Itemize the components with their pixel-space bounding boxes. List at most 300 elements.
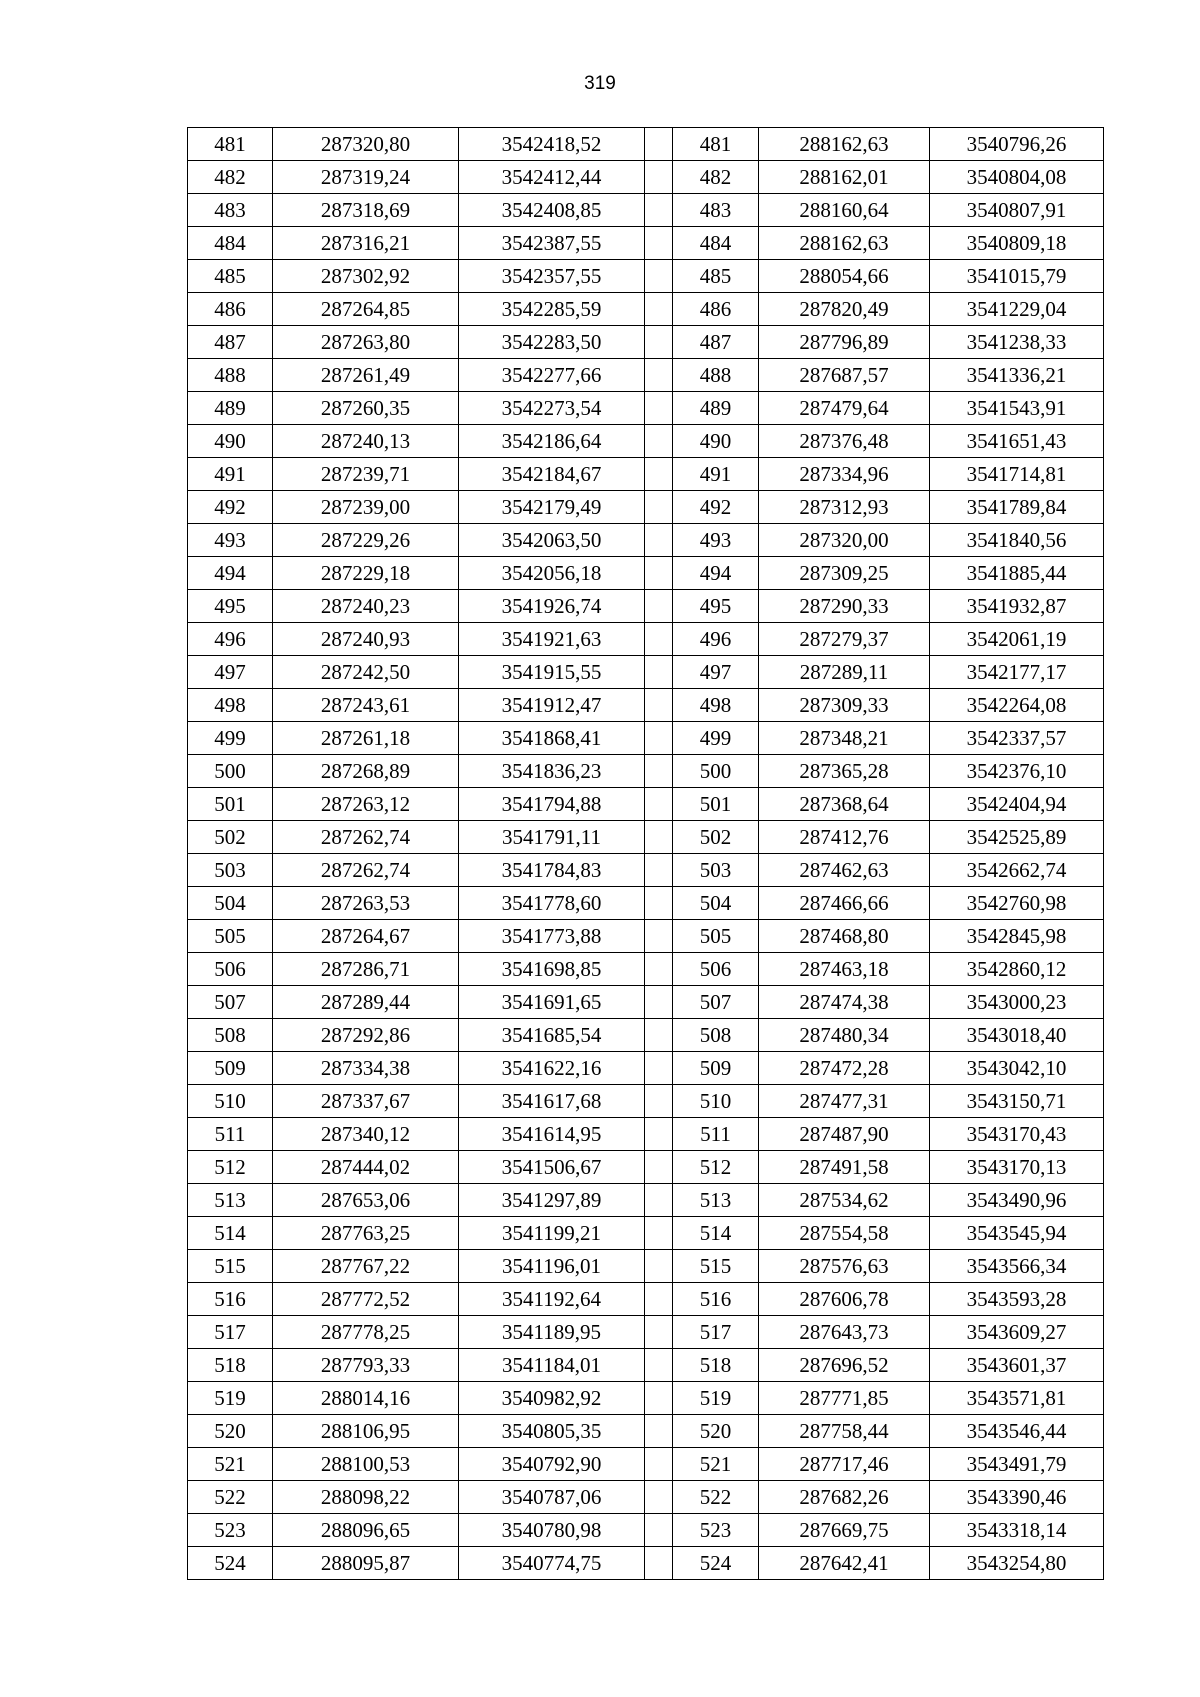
right-point-number-cell: 499 bbox=[673, 722, 759, 755]
table-row bbox=[188, 1250, 1104, 1283]
left-y-coordinate-cell: 3541685,54 bbox=[459, 1019, 645, 1052]
left-x-coordinate-cell: 287229,18 bbox=[273, 557, 459, 590]
right-x-coordinate-cell: 287491,58 bbox=[759, 1151, 930, 1184]
right-x-coordinate-cell: 287368,64 bbox=[759, 788, 930, 821]
left-point-number-cell: 495 bbox=[188, 590, 273, 623]
right-x-coordinate-cell: 287480,34 bbox=[759, 1019, 930, 1052]
separator-cell bbox=[645, 1184, 673, 1217]
table-row bbox=[188, 1118, 1104, 1151]
right-y-coordinate-cell: 3543150,71 bbox=[930, 1085, 1104, 1118]
right-y-coordinate-cell: 3543546,44 bbox=[930, 1415, 1104, 1448]
left-y-coordinate-cell: 3541196,01 bbox=[459, 1250, 645, 1283]
right-point-number-cell: 507 bbox=[673, 986, 759, 1019]
table-row bbox=[188, 260, 1104, 293]
table-row bbox=[188, 161, 1104, 194]
separator-cell bbox=[645, 1448, 673, 1481]
left-x-coordinate-cell: 288096,65 bbox=[273, 1514, 459, 1547]
right-x-coordinate-cell: 287696,52 bbox=[759, 1349, 930, 1382]
left-y-coordinate-cell: 3540787,06 bbox=[459, 1481, 645, 1514]
left-y-coordinate-cell: 3541698,85 bbox=[459, 953, 645, 986]
right-x-coordinate-cell: 287472,28 bbox=[759, 1052, 930, 1085]
left-x-coordinate-cell: 287318,69 bbox=[273, 194, 459, 227]
left-y-coordinate-cell: 3542283,50 bbox=[459, 326, 645, 359]
left-y-coordinate-cell: 3541622,16 bbox=[459, 1052, 645, 1085]
separator-cell bbox=[645, 1250, 673, 1283]
left-y-coordinate-cell: 3540792,90 bbox=[459, 1448, 645, 1481]
left-y-coordinate-cell: 3542184,67 bbox=[459, 458, 645, 491]
left-x-coordinate-cell: 288014,16 bbox=[273, 1382, 459, 1415]
separator-cell bbox=[645, 227, 673, 260]
separator-cell bbox=[645, 623, 673, 656]
left-point-number-cell: 507 bbox=[188, 986, 273, 1019]
left-point-number-cell: 502 bbox=[188, 821, 273, 854]
left-y-coordinate-cell: 3541192,64 bbox=[459, 1283, 645, 1316]
table-row bbox=[188, 491, 1104, 524]
right-x-coordinate-cell: 287554,58 bbox=[759, 1217, 930, 1250]
right-point-number-cell: 510 bbox=[673, 1085, 759, 1118]
separator-cell bbox=[645, 656, 673, 689]
separator-cell bbox=[645, 755, 673, 788]
right-y-coordinate-cell: 3541543,91 bbox=[930, 392, 1104, 425]
right-x-coordinate-cell: 287334,96 bbox=[759, 458, 930, 491]
left-point-number-cell: 524 bbox=[188, 1547, 273, 1580]
right-y-coordinate-cell: 3541238,33 bbox=[930, 326, 1104, 359]
left-point-number-cell: 483 bbox=[188, 194, 273, 227]
right-y-coordinate-cell: 3540807,91 bbox=[930, 194, 1104, 227]
left-point-number-cell: 510 bbox=[188, 1085, 273, 1118]
right-point-number-cell: 487 bbox=[673, 326, 759, 359]
separator-cell bbox=[645, 1283, 673, 1316]
left-point-number-cell: 486 bbox=[188, 293, 273, 326]
table-row bbox=[188, 425, 1104, 458]
left-x-coordinate-cell: 287263,53 bbox=[273, 887, 459, 920]
right-point-number-cell: 520 bbox=[673, 1415, 759, 1448]
left-point-number-cell: 515 bbox=[188, 1250, 273, 1283]
left-y-coordinate-cell: 3542418,52 bbox=[459, 128, 645, 161]
left-x-coordinate-cell: 287793,33 bbox=[273, 1349, 459, 1382]
separator-cell bbox=[645, 1085, 673, 1118]
separator-cell bbox=[645, 557, 673, 590]
left-point-number-cell: 518 bbox=[188, 1349, 273, 1382]
left-point-number-cell: 511 bbox=[188, 1118, 273, 1151]
table-row bbox=[188, 854, 1104, 887]
left-point-number-cell: 498 bbox=[188, 689, 273, 722]
left-point-number-cell: 521 bbox=[188, 1448, 273, 1481]
separator-cell bbox=[645, 986, 673, 1019]
left-x-coordinate-cell: 287264,67 bbox=[273, 920, 459, 953]
left-y-coordinate-cell: 3541836,23 bbox=[459, 755, 645, 788]
right-y-coordinate-cell: 3540809,18 bbox=[930, 227, 1104, 260]
coordinates-table-body bbox=[188, 128, 1104, 1580]
table-row bbox=[188, 194, 1104, 227]
table-row bbox=[188, 986, 1104, 1019]
right-x-coordinate-cell: 287462,63 bbox=[759, 854, 930, 887]
right-x-coordinate-cell: 287606,78 bbox=[759, 1283, 930, 1316]
right-point-number-cell: 524 bbox=[673, 1547, 759, 1580]
separator-cell bbox=[645, 920, 673, 953]
left-x-coordinate-cell: 287229,26 bbox=[273, 524, 459, 557]
right-point-number-cell: 484 bbox=[673, 227, 759, 260]
left-point-number-cell: 506 bbox=[188, 953, 273, 986]
right-point-number-cell: 500 bbox=[673, 755, 759, 788]
right-y-coordinate-cell: 3543170,13 bbox=[930, 1151, 1104, 1184]
left-x-coordinate-cell: 287653,06 bbox=[273, 1184, 459, 1217]
right-point-number-cell: 521 bbox=[673, 1448, 759, 1481]
left-y-coordinate-cell: 3541912,47 bbox=[459, 689, 645, 722]
separator-cell bbox=[645, 1514, 673, 1547]
right-point-number-cell: 511 bbox=[673, 1118, 759, 1151]
right-point-number-cell: 494 bbox=[673, 557, 759, 590]
left-x-coordinate-cell: 287262,74 bbox=[273, 854, 459, 887]
right-x-coordinate-cell: 287309,25 bbox=[759, 557, 930, 590]
left-x-coordinate-cell: 287260,35 bbox=[273, 392, 459, 425]
left-x-coordinate-cell: 287289,44 bbox=[273, 986, 459, 1019]
separator-cell bbox=[645, 1382, 673, 1415]
right-y-coordinate-cell: 3543042,10 bbox=[930, 1052, 1104, 1085]
left-x-coordinate-cell: 287292,86 bbox=[273, 1019, 459, 1052]
separator-cell bbox=[645, 590, 673, 623]
table-row bbox=[188, 755, 1104, 788]
left-point-number-cell: 482 bbox=[188, 161, 273, 194]
table-row bbox=[188, 359, 1104, 392]
left-point-number-cell: 522 bbox=[188, 1481, 273, 1514]
right-x-coordinate-cell: 287576,63 bbox=[759, 1250, 930, 1283]
left-point-number-cell: 503 bbox=[188, 854, 273, 887]
right-y-coordinate-cell: 3541229,04 bbox=[930, 293, 1104, 326]
left-x-coordinate-cell: 287319,24 bbox=[273, 161, 459, 194]
left-x-coordinate-cell: 288106,95 bbox=[273, 1415, 459, 1448]
table-row bbox=[188, 458, 1104, 491]
right-y-coordinate-cell: 3543490,96 bbox=[930, 1184, 1104, 1217]
table-row bbox=[188, 689, 1104, 722]
separator-cell bbox=[645, 1415, 673, 1448]
left-y-coordinate-cell: 3541614,95 bbox=[459, 1118, 645, 1151]
left-y-coordinate-cell: 3541784,83 bbox=[459, 854, 645, 887]
separator-cell bbox=[645, 1118, 673, 1151]
right-point-number-cell: 481 bbox=[673, 128, 759, 161]
left-y-coordinate-cell: 3541617,68 bbox=[459, 1085, 645, 1118]
left-x-coordinate-cell: 287320,80 bbox=[273, 128, 459, 161]
separator-cell bbox=[645, 1217, 673, 1250]
left-x-coordinate-cell: 287264,85 bbox=[273, 293, 459, 326]
left-x-coordinate-cell: 287240,93 bbox=[273, 623, 459, 656]
left-y-coordinate-cell: 3541199,21 bbox=[459, 1217, 645, 1250]
right-y-coordinate-cell: 3543318,14 bbox=[930, 1514, 1104, 1547]
right-x-coordinate-cell: 287479,64 bbox=[759, 392, 930, 425]
left-y-coordinate-cell: 3542412,44 bbox=[459, 161, 645, 194]
table-row bbox=[188, 1349, 1104, 1382]
table-row bbox=[188, 953, 1104, 986]
left-y-coordinate-cell: 3542285,59 bbox=[459, 293, 645, 326]
right-x-coordinate-cell: 288160,64 bbox=[759, 194, 930, 227]
right-y-coordinate-cell: 3542845,98 bbox=[930, 920, 1104, 953]
separator-cell bbox=[645, 887, 673, 920]
separator-cell bbox=[645, 194, 673, 227]
right-point-number-cell: 483 bbox=[673, 194, 759, 227]
separator-cell bbox=[645, 821, 673, 854]
table-row bbox=[188, 1481, 1104, 1514]
left-x-coordinate-cell: 287239,00 bbox=[273, 491, 459, 524]
right-y-coordinate-cell: 3542264,08 bbox=[930, 689, 1104, 722]
right-x-coordinate-cell: 288162,63 bbox=[759, 128, 930, 161]
separator-cell bbox=[645, 260, 673, 293]
table-row bbox=[188, 1085, 1104, 1118]
left-point-number-cell: 487 bbox=[188, 326, 273, 359]
right-x-coordinate-cell: 287643,73 bbox=[759, 1316, 930, 1349]
right-point-number-cell: 491 bbox=[673, 458, 759, 491]
separator-cell bbox=[645, 1547, 673, 1580]
table-row bbox=[188, 1151, 1104, 1184]
left-x-coordinate-cell: 287337,67 bbox=[273, 1085, 459, 1118]
left-x-coordinate-cell: 287239,71 bbox=[273, 458, 459, 491]
right-x-coordinate-cell: 287466,66 bbox=[759, 887, 930, 920]
right-x-coordinate-cell: 287312,93 bbox=[759, 491, 930, 524]
separator-cell bbox=[645, 1349, 673, 1382]
right-y-coordinate-cell: 3542376,10 bbox=[930, 755, 1104, 788]
right-point-number-cell: 492 bbox=[673, 491, 759, 524]
right-x-coordinate-cell: 287320,00 bbox=[759, 524, 930, 557]
right-x-coordinate-cell: 287820,49 bbox=[759, 293, 930, 326]
right-y-coordinate-cell: 3541885,44 bbox=[930, 557, 1104, 590]
right-y-coordinate-cell: 3541932,87 bbox=[930, 590, 1104, 623]
right-x-coordinate-cell: 287463,18 bbox=[759, 953, 930, 986]
left-y-coordinate-cell: 3542063,50 bbox=[459, 524, 645, 557]
left-point-number-cell: 488 bbox=[188, 359, 273, 392]
right-x-coordinate-cell: 287771,85 bbox=[759, 1382, 930, 1415]
right-point-number-cell: 482 bbox=[673, 161, 759, 194]
left-x-coordinate-cell: 287243,61 bbox=[273, 689, 459, 722]
left-point-number-cell: 512 bbox=[188, 1151, 273, 1184]
left-x-coordinate-cell: 287240,13 bbox=[273, 425, 459, 458]
separator-cell bbox=[645, 491, 673, 524]
left-point-number-cell: 514 bbox=[188, 1217, 273, 1250]
right-y-coordinate-cell: 3543566,34 bbox=[930, 1250, 1104, 1283]
right-point-number-cell: 489 bbox=[673, 392, 759, 425]
right-y-coordinate-cell: 3541336,21 bbox=[930, 359, 1104, 392]
right-x-coordinate-cell: 287796,89 bbox=[759, 326, 930, 359]
left-point-number-cell: 505 bbox=[188, 920, 273, 953]
table-row bbox=[188, 1316, 1104, 1349]
left-point-number-cell: 508 bbox=[188, 1019, 273, 1052]
right-y-coordinate-cell: 3543390,46 bbox=[930, 1481, 1104, 1514]
table-row bbox=[188, 1514, 1104, 1547]
left-y-coordinate-cell: 3541921,63 bbox=[459, 623, 645, 656]
left-x-coordinate-cell: 288095,87 bbox=[273, 1547, 459, 1580]
left-y-coordinate-cell: 3540780,98 bbox=[459, 1514, 645, 1547]
left-y-coordinate-cell: 3541184,01 bbox=[459, 1349, 645, 1382]
separator-cell bbox=[645, 854, 673, 887]
separator-cell bbox=[645, 293, 673, 326]
right-x-coordinate-cell: 288054,66 bbox=[759, 260, 930, 293]
separator-cell bbox=[645, 953, 673, 986]
right-y-coordinate-cell: 3541714,81 bbox=[930, 458, 1104, 491]
left-point-number-cell: 485 bbox=[188, 260, 273, 293]
right-y-coordinate-cell: 3540804,08 bbox=[930, 161, 1104, 194]
right-x-coordinate-cell: 287468,80 bbox=[759, 920, 930, 953]
left-y-coordinate-cell: 3541868,41 bbox=[459, 722, 645, 755]
right-x-coordinate-cell: 287376,48 bbox=[759, 425, 930, 458]
right-x-coordinate-cell: 287348,21 bbox=[759, 722, 930, 755]
right-point-number-cell: 490 bbox=[673, 425, 759, 458]
left-point-number-cell: 494 bbox=[188, 557, 273, 590]
left-x-coordinate-cell: 287263,80 bbox=[273, 326, 459, 359]
table-row bbox=[188, 227, 1104, 260]
right-point-number-cell: 506 bbox=[673, 953, 759, 986]
right-point-number-cell: 502 bbox=[673, 821, 759, 854]
separator-cell bbox=[645, 1316, 673, 1349]
right-point-number-cell: 495 bbox=[673, 590, 759, 623]
left-y-coordinate-cell: 3541691,65 bbox=[459, 986, 645, 1019]
left-y-coordinate-cell: 3542277,66 bbox=[459, 359, 645, 392]
right-x-coordinate-cell: 287487,90 bbox=[759, 1118, 930, 1151]
left-x-coordinate-cell: 287763,25 bbox=[273, 1217, 459, 1250]
left-y-coordinate-cell: 3541773,88 bbox=[459, 920, 645, 953]
right-x-coordinate-cell: 287289,11 bbox=[759, 656, 930, 689]
right-point-number-cell: 488 bbox=[673, 359, 759, 392]
left-point-number-cell: 513 bbox=[188, 1184, 273, 1217]
right-x-coordinate-cell: 287642,41 bbox=[759, 1547, 930, 1580]
right-x-coordinate-cell: 287309,33 bbox=[759, 689, 930, 722]
left-x-coordinate-cell: 287262,74 bbox=[273, 821, 459, 854]
right-x-coordinate-cell: 288162,63 bbox=[759, 227, 930, 260]
right-x-coordinate-cell: 287717,46 bbox=[759, 1448, 930, 1481]
right-point-number-cell: 508 bbox=[673, 1019, 759, 1052]
right-x-coordinate-cell: 287758,44 bbox=[759, 1415, 930, 1448]
separator-cell bbox=[645, 392, 673, 425]
table-row bbox=[188, 128, 1104, 161]
right-y-coordinate-cell: 3542337,57 bbox=[930, 722, 1104, 755]
right-point-number-cell: 486 bbox=[673, 293, 759, 326]
table-row bbox=[188, 392, 1104, 425]
separator-cell bbox=[645, 359, 673, 392]
right-x-coordinate-cell: 287477,31 bbox=[759, 1085, 930, 1118]
right-point-number-cell: 503 bbox=[673, 854, 759, 887]
left-x-coordinate-cell: 287772,52 bbox=[273, 1283, 459, 1316]
left-x-coordinate-cell: 287286,71 bbox=[273, 953, 459, 986]
left-point-number-cell: 493 bbox=[188, 524, 273, 557]
right-y-coordinate-cell: 3543491,79 bbox=[930, 1448, 1104, 1481]
table-row bbox=[188, 788, 1104, 821]
left-y-coordinate-cell: 3540982,92 bbox=[459, 1382, 645, 1415]
table-row bbox=[188, 293, 1104, 326]
right-point-number-cell: 516 bbox=[673, 1283, 759, 1316]
left-point-number-cell: 517 bbox=[188, 1316, 273, 1349]
left-point-number-cell: 516 bbox=[188, 1283, 273, 1316]
right-point-number-cell: 493 bbox=[673, 524, 759, 557]
left-point-number-cell: 523 bbox=[188, 1514, 273, 1547]
table-row bbox=[188, 524, 1104, 557]
right-y-coordinate-cell: 3543609,27 bbox=[930, 1316, 1104, 1349]
left-point-number-cell: 504 bbox=[188, 887, 273, 920]
separator-cell bbox=[645, 722, 673, 755]
right-y-coordinate-cell: 3542662,74 bbox=[930, 854, 1104, 887]
right-y-coordinate-cell: 3543018,40 bbox=[930, 1019, 1104, 1052]
left-y-coordinate-cell: 3542357,55 bbox=[459, 260, 645, 293]
left-point-number-cell: 489 bbox=[188, 392, 273, 425]
right-point-number-cell: 515 bbox=[673, 1250, 759, 1283]
left-point-number-cell: 490 bbox=[188, 425, 273, 458]
separator-cell bbox=[645, 326, 673, 359]
left-y-coordinate-cell: 3540774,75 bbox=[459, 1547, 645, 1580]
left-y-coordinate-cell: 3542186,64 bbox=[459, 425, 645, 458]
left-x-coordinate-cell: 288100,53 bbox=[273, 1448, 459, 1481]
right-point-number-cell: 514 bbox=[673, 1217, 759, 1250]
right-point-number-cell: 505 bbox=[673, 920, 759, 953]
table-row bbox=[188, 326, 1104, 359]
right-x-coordinate-cell: 287669,75 bbox=[759, 1514, 930, 1547]
right-y-coordinate-cell: 3542404,94 bbox=[930, 788, 1104, 821]
left-point-number-cell: 519 bbox=[188, 1382, 273, 1415]
table-row bbox=[188, 656, 1104, 689]
left-x-coordinate-cell: 287444,02 bbox=[273, 1151, 459, 1184]
separator-cell bbox=[645, 161, 673, 194]
table-row bbox=[188, 1415, 1104, 1448]
table-row bbox=[188, 1547, 1104, 1580]
right-y-coordinate-cell: 3541651,43 bbox=[930, 425, 1104, 458]
right-point-number-cell: 497 bbox=[673, 656, 759, 689]
separator-cell bbox=[645, 524, 673, 557]
left-x-coordinate-cell: 287268,89 bbox=[273, 755, 459, 788]
left-y-coordinate-cell: 3541915,55 bbox=[459, 656, 645, 689]
left-y-coordinate-cell: 3542273,54 bbox=[459, 392, 645, 425]
right-y-coordinate-cell: 3542525,89 bbox=[930, 821, 1104, 854]
right-y-coordinate-cell: 3543593,28 bbox=[930, 1283, 1104, 1316]
left-y-coordinate-cell: 3541297,89 bbox=[459, 1184, 645, 1217]
left-y-coordinate-cell: 3541794,88 bbox=[459, 788, 645, 821]
left-point-number-cell: 492 bbox=[188, 491, 273, 524]
left-y-coordinate-cell: 3540805,35 bbox=[459, 1415, 645, 1448]
left-y-coordinate-cell: 3542408,85 bbox=[459, 194, 645, 227]
left-point-number-cell: 499 bbox=[188, 722, 273, 755]
table-row bbox=[188, 722, 1104, 755]
left-point-number-cell: 501 bbox=[188, 788, 273, 821]
right-y-coordinate-cell: 3541015,79 bbox=[930, 260, 1104, 293]
left-point-number-cell: 481 bbox=[188, 128, 273, 161]
left-y-coordinate-cell: 3541189,95 bbox=[459, 1316, 645, 1349]
separator-cell bbox=[645, 128, 673, 161]
right-point-number-cell: 513 bbox=[673, 1184, 759, 1217]
right-y-coordinate-cell: 3543545,94 bbox=[930, 1217, 1104, 1250]
right-x-coordinate-cell: 287279,37 bbox=[759, 623, 930, 656]
left-y-coordinate-cell: 3541791,11 bbox=[459, 821, 645, 854]
separator-cell bbox=[645, 1019, 673, 1052]
right-y-coordinate-cell: 3540796,26 bbox=[930, 128, 1104, 161]
right-y-coordinate-cell: 3542760,98 bbox=[930, 887, 1104, 920]
left-x-coordinate-cell: 287302,92 bbox=[273, 260, 459, 293]
separator-cell bbox=[645, 458, 673, 491]
right-point-number-cell: 522 bbox=[673, 1481, 759, 1514]
table-row bbox=[188, 1019, 1104, 1052]
left-y-coordinate-cell: 3542387,55 bbox=[459, 227, 645, 260]
right-y-coordinate-cell: 3542860,12 bbox=[930, 953, 1104, 986]
left-x-coordinate-cell: 287263,12 bbox=[273, 788, 459, 821]
right-point-number-cell: 498 bbox=[673, 689, 759, 722]
separator-cell bbox=[645, 788, 673, 821]
table-row bbox=[188, 1217, 1104, 1250]
right-y-coordinate-cell: 3543170,43 bbox=[930, 1118, 1104, 1151]
right-point-number-cell: 517 bbox=[673, 1316, 759, 1349]
left-x-coordinate-cell: 287340,12 bbox=[273, 1118, 459, 1151]
right-y-coordinate-cell: 3543254,80 bbox=[930, 1547, 1104, 1580]
left-point-number-cell: 484 bbox=[188, 227, 273, 260]
left-y-coordinate-cell: 3541506,67 bbox=[459, 1151, 645, 1184]
right-x-coordinate-cell: 287365,28 bbox=[759, 755, 930, 788]
table-row bbox=[188, 821, 1104, 854]
right-x-coordinate-cell: 288162,01 bbox=[759, 161, 930, 194]
left-point-number-cell: 500 bbox=[188, 755, 273, 788]
page-number: 319 bbox=[584, 73, 616, 94]
right-x-coordinate-cell: 287682,26 bbox=[759, 1481, 930, 1514]
